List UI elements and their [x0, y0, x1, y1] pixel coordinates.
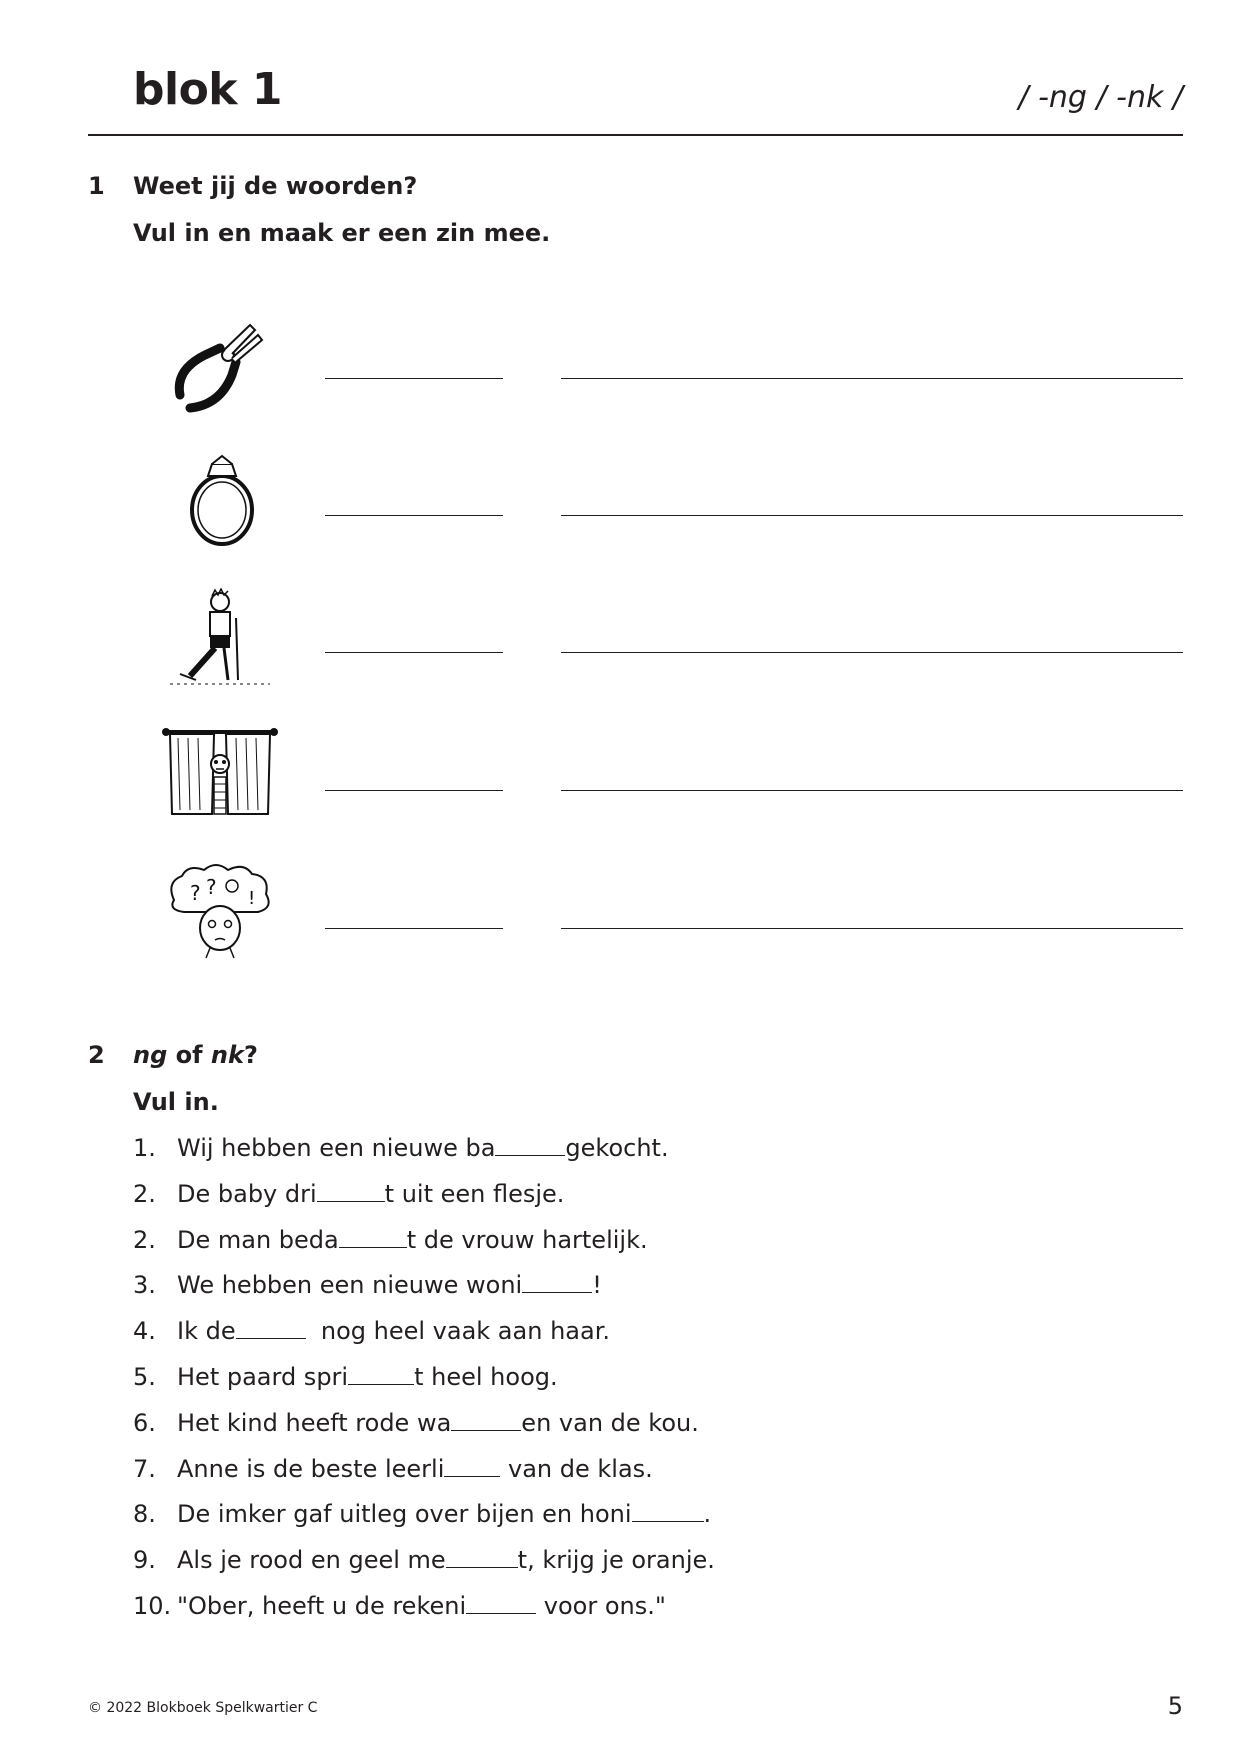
sentence-after: en van de kou.	[521, 1409, 699, 1437]
fill-in-blank[interactable]	[522, 1272, 592, 1293]
sentence-line-5[interactable]	[561, 928, 1183, 929]
sentence-after: voor ons."	[536, 1592, 666, 1620]
header-rule	[88, 134, 1183, 136]
fill-in-blank[interactable]	[451, 1410, 521, 1431]
fill-in-blank[interactable]	[466, 1593, 536, 1614]
exercise-number: 2.	[133, 1180, 156, 1208]
confused-thinker-icon	[160, 860, 280, 960]
exercise-number: 9.	[133, 1546, 156, 1574]
exercise-number: 10.	[133, 1592, 172, 1620]
sentence-after: t uit een flesje.	[384, 1180, 565, 1208]
exercise-number: 4.	[133, 1317, 156, 1345]
sentence-after: gekocht.	[565, 1134, 669, 1162]
question-1-line2: Vul in en maak er een zin mee.	[133, 219, 551, 247]
fill-in-blank[interactable]	[444, 1456, 500, 1477]
fill-in-blank[interactable]	[339, 1227, 407, 1248]
fill-in-blank[interactable]	[348, 1364, 414, 1385]
exercise-sentence	[177, 1546, 715, 1574]
question-1-number: 1	[88, 172, 105, 200]
sentence-before: "Ober, heeft u de rekeni	[177, 1592, 467, 1620]
exercise-sentence	[177, 1592, 666, 1620]
page-number: 5	[1167, 1692, 1183, 1720]
word-line-5[interactable]	[325, 928, 503, 929]
sentence-after: t, krijg je oranje.	[517, 1546, 715, 1574]
word-line-3[interactable]	[325, 652, 503, 653]
exercise-sentence	[177, 1271, 602, 1299]
exercise-sentence	[177, 1409, 699, 1437]
sentence-line-2[interactable]	[561, 515, 1183, 516]
sentence-before: De baby dri	[177, 1180, 317, 1208]
sentence-before: Als je rood en geel me	[177, 1546, 446, 1574]
sentence-after: !	[592, 1271, 602, 1299]
curtain-with-face-icon	[160, 722, 280, 822]
exercise-number: 7.	[133, 1455, 156, 1483]
fill-in-blank[interactable]	[632, 1501, 704, 1522]
fill-in-blank[interactable]	[236, 1318, 306, 1339]
sentence-before: De imker gaf uitleg over bijen en honi	[177, 1500, 632, 1528]
sentence-after: t de vrouw hartelijk.	[406, 1226, 648, 1254]
exercise-number: 8.	[133, 1500, 156, 1528]
sentence-after: nog heel vaak aan haar.	[305, 1317, 610, 1345]
sentence-before: Het paard spri	[177, 1363, 349, 1391]
sentence-after: .	[703, 1500, 712, 1528]
question-1-line1: Weet jij de woorden?	[133, 172, 418, 200]
question-2-number: 2	[88, 1041, 105, 1069]
sentence-line-1[interactable]	[561, 378, 1183, 379]
sentence-after: van de klas.	[500, 1455, 653, 1483]
svg-text:!: !	[248, 888, 256, 909]
sentence-line-4[interactable]	[561, 790, 1183, 791]
word-line-1[interactable]	[325, 378, 503, 379]
svg-text:?: ?	[190, 881, 201, 905]
ring-icon	[160, 452, 280, 552]
exercise-number: 1.	[133, 1134, 156, 1162]
page-title: blok 1	[133, 64, 283, 115]
footer-copyright: © 2022 Blokboek Spelkwartier C	[88, 1700, 318, 1716]
sentence-after: t heel hoog.	[414, 1363, 558, 1391]
question-2-title: ng of nk?	[133, 1041, 258, 1069]
exercise-number: 2.	[133, 1226, 156, 1254]
exercise-sentence	[177, 1363, 558, 1391]
sentence-before: Anne is de beste leerli	[177, 1455, 445, 1483]
exercise-number: 6.	[133, 1409, 156, 1437]
question-2-instruction: Vul in.	[133, 1088, 219, 1116]
exercise-sentence	[177, 1317, 610, 1345]
exercise-sentence	[177, 1455, 653, 1483]
svg-text:?: ?	[206, 875, 217, 899]
fill-in-blank[interactable]	[446, 1547, 518, 1568]
sentence-before: We hebben een nieuwe woni	[177, 1271, 523, 1299]
sentence-before: De man beda	[177, 1226, 339, 1254]
sentence-before: Ik de	[177, 1317, 236, 1345]
fill-in-blank[interactable]	[317, 1181, 385, 1202]
exercise-number: 5.	[133, 1363, 156, 1391]
exercise-sentence	[177, 1180, 564, 1208]
exercise-sentence	[177, 1226, 648, 1254]
pliers-icon	[160, 320, 280, 420]
word-line-2[interactable]	[325, 515, 503, 516]
word-line-4[interactable]	[325, 790, 503, 791]
exercise-sentence	[177, 1134, 669, 1162]
boy-with-crutch-icon	[160, 588, 280, 688]
sentence-before: Wij hebben een nieuwe ba	[177, 1134, 496, 1162]
fill-in-blank[interactable]	[495, 1135, 565, 1156]
sentence-before: Het kind heeft rode wa	[177, 1409, 452, 1437]
sentence-line-3[interactable]	[561, 652, 1183, 653]
page-tag: / -ng / -nk /	[1018, 80, 1183, 115]
exercise-number: 3.	[133, 1271, 156, 1299]
exercise-sentence	[177, 1500, 711, 1528]
